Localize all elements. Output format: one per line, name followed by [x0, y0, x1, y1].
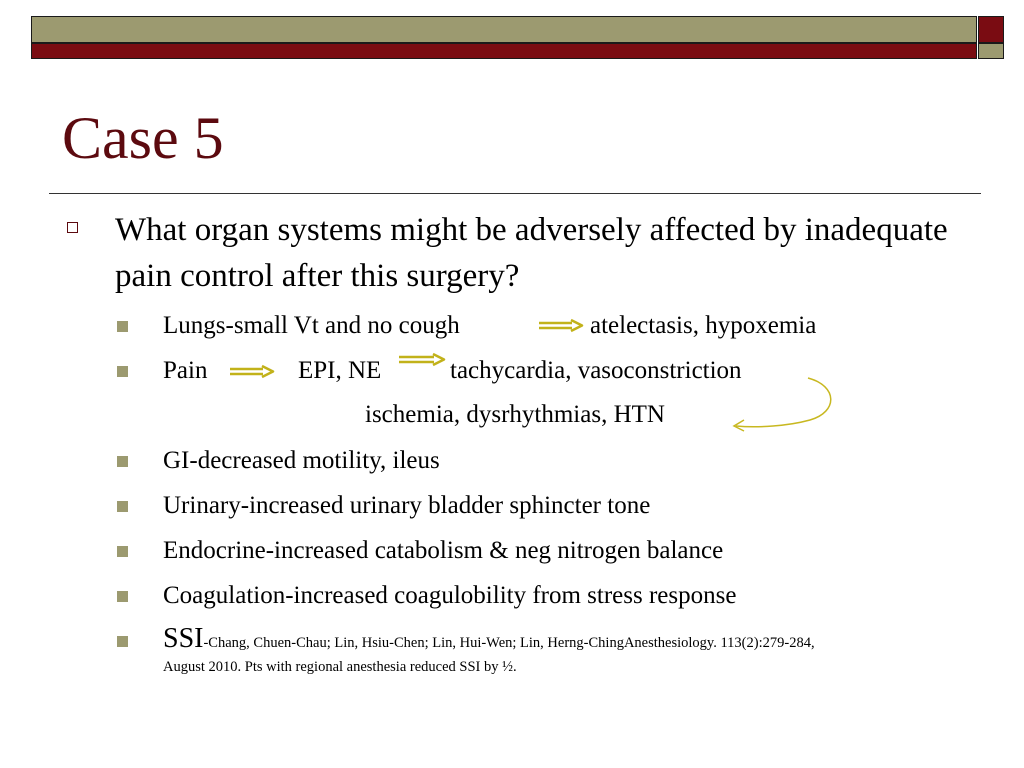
lungs-result: atelectasis, hypoxemia: [590, 312, 817, 339]
right-arrow-icon: [398, 352, 446, 368]
urinary-item: Urinary-increased urinary bladder sphincter tone: [163, 492, 651, 519]
pain-hormones: EPI, NE: [298, 357, 382, 384]
title-divider: [49, 193, 981, 194]
gi-item: GI-decreased motility, ileus: [163, 447, 440, 474]
header-band-maroon: [31, 43, 977, 59]
header-band-olive: [31, 16, 977, 43]
coagulation-item: Coagulation-increased coagulobility from stress response: [163, 582, 737, 609]
bullet-square-icon: [117, 366, 128, 377]
ssi-item: [163, 624, 815, 658]
endocrine-item: Endocrine-increased catabolism & neg nitrogen balance: [163, 537, 724, 564]
pain-effects: tachycardia, vasoconstriction: [450, 357, 742, 384]
bullet-square-icon: [117, 456, 128, 467]
question-text: What organ systems might be adversely affected by inadequate pain control after this surgery?: [115, 212, 948, 294]
bullet-square-icon: [117, 321, 128, 332]
slide-title: Case 5: [62, 105, 224, 171]
lungs-text: Lungs-small Vt and no cough: [163, 312, 460, 339]
bullet-square-icon: [117, 591, 128, 602]
header-square-olive: [978, 43, 1004, 59]
lungs-item: [163, 311, 460, 341]
ssi-citation: -Chang, Chuen-Chau; Lin, Hsiu-Chen; Lin, Hui-Wen; Lin, Herng-ChingAnesthesiology. 113(2):279-284,: [203, 635, 815, 651]
bullet-square-icon: [117, 501, 128, 512]
hollow-square-bullet-icon: [67, 222, 78, 233]
ssi-citation-continued: August 2010. Pts with regional anesthesia reduced SSI by ½.: [163, 659, 517, 675]
ssi-label: SSI: [163, 623, 204, 654]
pain-consequences: ischemia, dysrhythmias, HTN: [365, 401, 665, 428]
curved-arrow-icon: [728, 374, 840, 434]
header-square-maroon: [978, 16, 1004, 43]
bullet-square-icon: [117, 546, 128, 557]
right-arrow-icon: [229, 364, 275, 380]
bullet-square-icon: [117, 636, 128, 647]
pain-item: Pain: [163, 357, 208, 384]
right-arrow-icon: [538, 318, 584, 334]
